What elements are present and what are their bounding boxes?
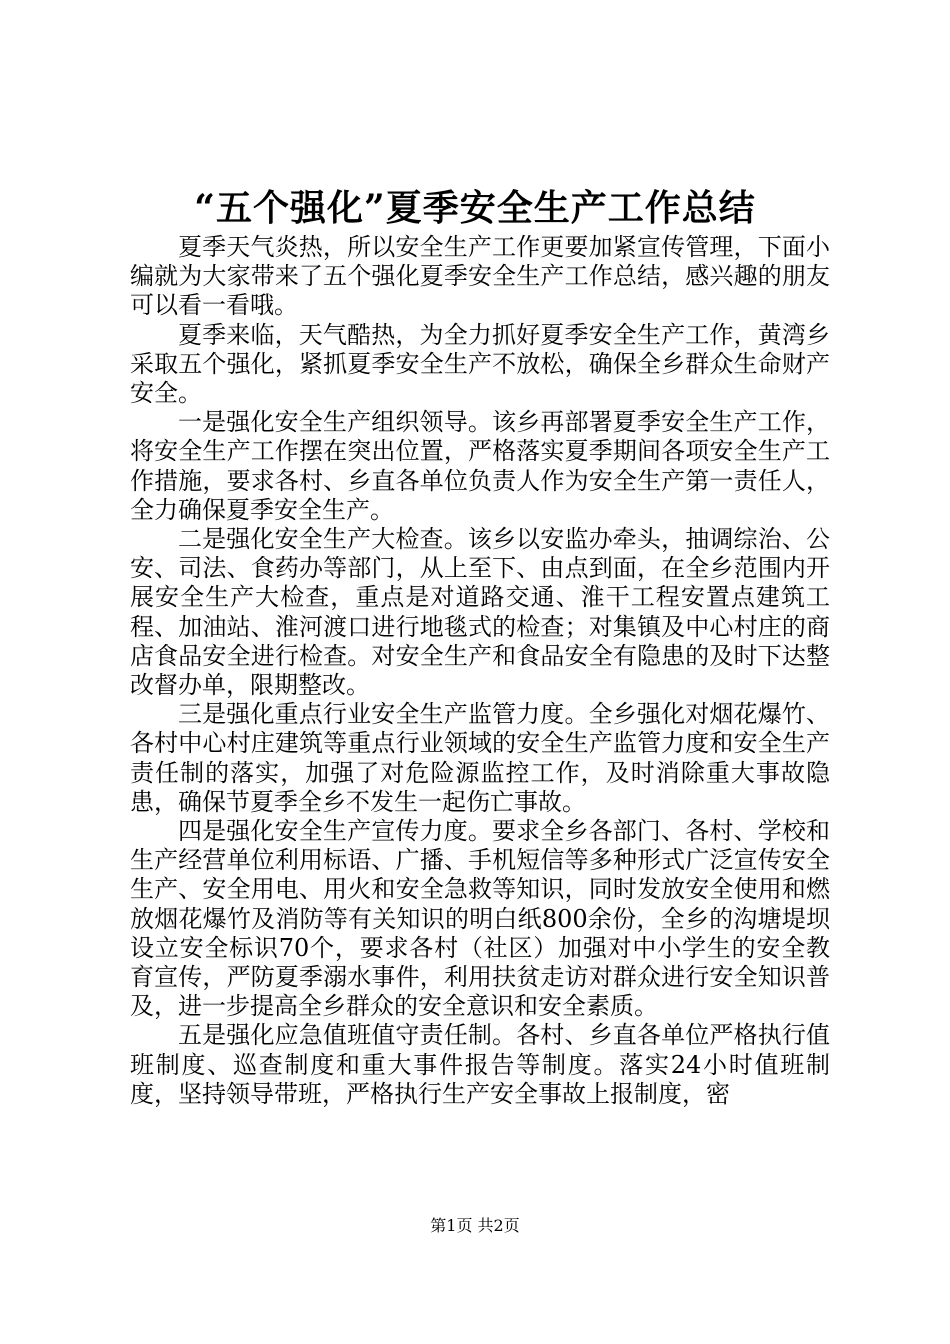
page-number-indicator: 第1页 共2页: [430, 1216, 520, 1235]
paragraph-point-2: 二是强化安全生产大检查。该乡以安监办牵头，抽调综治、公安、司法、食药办等部门，从上至下、由点到面，在全乡范围内开展安全生产大检查，重点是对道路交通、淮干工程安置点建筑工程、加油站、淮河渡口进行地毯式的检查；对集镇及中心村庄的商店食品安全进行检查。对安全生产和食品安全有隐患的及时下达整改督办单，限期整改。: [130, 525, 830, 700]
paragraph-point-5: 五是强化应急值班值守责任制。各村、乡直各单位严格执行值班制度、巡查制度和重大事件报告等制度。落实24小时值班制度，坚持领导带班，严格执行生产安全事故上报制度，密: [130, 1021, 830, 1108]
paragraph-point-1: 一是强化安全生产组织领导。该乡再部署夏季安全生产工作，将安全生产工作摆在突出位置，严格落实夏季期间各项安全生产工作措施，要求各村、乡直各单位负责人作为安全生产第一责任人，全力确保夏季安全生产。: [130, 408, 830, 524]
paragraph-overview: 夏季来临，天气酷热，为全力抓好夏季安全生产工作，黄湾乡采取五个强化，紧抓夏季安全生产不放松，确保全乡群众生命财产安全。: [130, 320, 830, 408]
document-title: “五个强化”夏季安全生产工作总结: [194, 187, 756, 229]
document-body: [130, 233, 830, 1109]
paragraph-point-4: 四是强化安全生产宣传力度。要求全乡各部门、各村、学校和生产经营单位利用标语、广播、手机短信等多种形式广泛宣传安全生产、安全用电、用火和安全急救等知识，同时发放安全使用和燃放烟花爆竹及消防等有关知识的明白纸800余份，全乡的沟塘堤坝设立安全标识70个，要求各村（社区）加强对中小学生的安全教育宣传，严防夏季溺水事件，利用扶贫走访对群众进行安全知识普及，进一步提高全乡群众的安全意识和安全素质。: [130, 817, 830, 1021]
paragraph-intro: 夏季天气炎热，所以安全生产工作更要加紧宣传管理，下面小编就为大家带来了五个强化夏季安全生产工作总结，感兴趣的朋友可以看一看哦。: [130, 233, 830, 320]
paragraph-point-3: 三是强化重点行业安全生产监管力度。全乡强化对烟花爆竹、各村中心村庄建筑等重点行业领域的安全生产监管力度和安全生产责任制的落实，加强了对危险源监控工作，及时消除重大事故隐患，确保节夏季全乡不发生一起伤亡事故。: [130, 700, 830, 816]
page-footer: [0, 1215, 950, 1237]
